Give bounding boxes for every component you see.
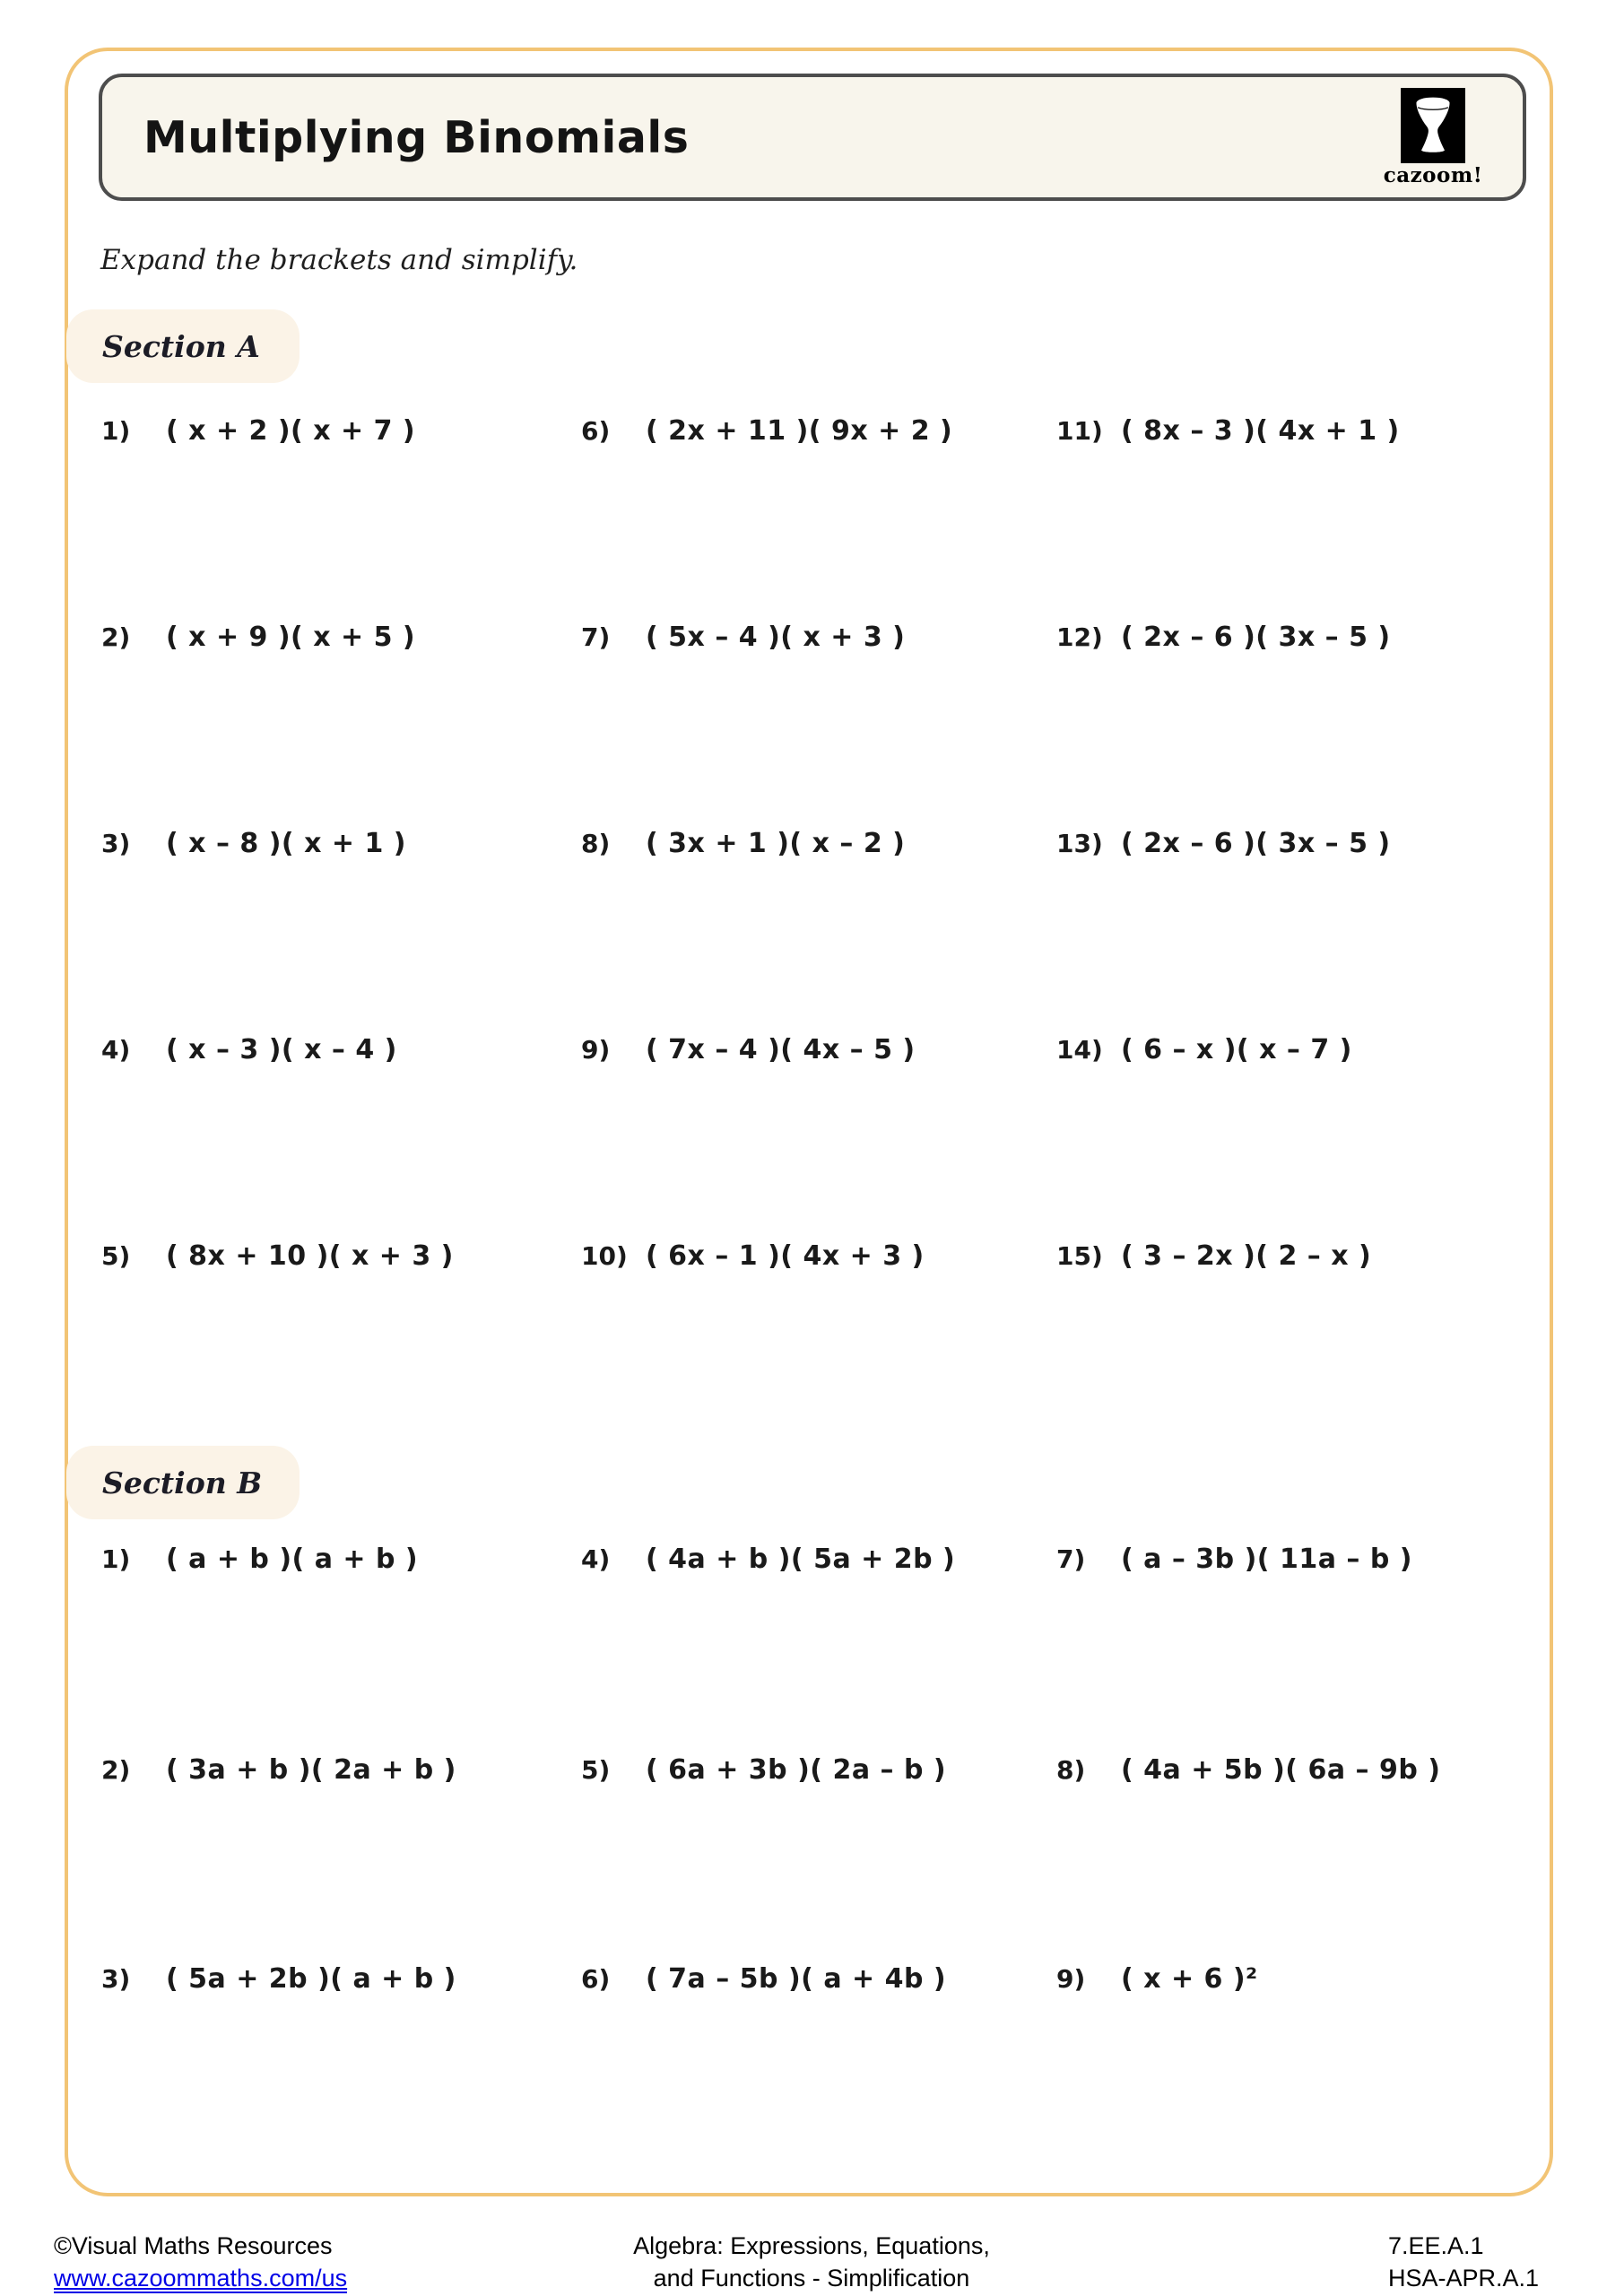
problem-expression: ( a – 3b )( 11a – b ) — [1121, 1543, 1412, 1575]
problem-number: 9) — [1056, 1963, 1086, 1994]
problem-number: 8) — [581, 828, 611, 858]
problem-expression: ( 4a + b )( 5a + 2b ) — [646, 1543, 956, 1575]
problem-b9 — [1056, 1959, 1258, 1998]
section-a-header — [66, 309, 300, 383]
problem-number: 5) — [581, 1754, 611, 1785]
djembe-drum-icon — [1401, 88, 1465, 163]
problem-number: 6) — [581, 415, 611, 446]
footer-attribution — [54, 2230, 347, 2294]
problem-number: 4) — [101, 1034, 131, 1065]
problem-number: 14) — [1056, 1034, 1103, 1065]
problem-expression: ( x – 8 )( x + 1 ) — [166, 827, 406, 859]
problem-b7 — [1056, 1539, 1412, 1578]
logo-brand-text: cazoom! — [1383, 163, 1483, 187]
problem-expression: ( a + b )( a + b ) — [166, 1543, 419, 1575]
problem-a2 — [101, 617, 415, 657]
problem-number: 3) — [101, 1963, 131, 1994]
section-b-header — [66, 1446, 300, 1519]
problem-a9 — [581, 1030, 916, 1069]
problem-number: 5) — [101, 1240, 131, 1271]
problem-number: 2) — [101, 1754, 131, 1785]
problem-number: 8) — [1056, 1754, 1086, 1785]
worksheet-instruction: Expand the brackets and simplify. — [100, 244, 578, 276]
section-a-label: Section A — [102, 328, 260, 364]
problem-expression: ( 7x – 4 )( 4x – 5 ) — [646, 1033, 916, 1065]
problem-number: 15) — [1056, 1240, 1103, 1271]
problem-a13 — [1056, 823, 1391, 863]
title-panel — [99, 74, 1526, 201]
problem-number: 9) — [581, 1034, 611, 1065]
problem-b8 — [1056, 1750, 1440, 1789]
problem-b6 — [581, 1959, 946, 1998]
problem-expression: ( x + 2 )( x + 7 ) — [166, 414, 416, 447]
problem-a4 — [101, 1030, 397, 1069]
problem-expression: ( 3 – 2x )( 2 – x ) — [1121, 1239, 1372, 1272]
topic-line-2: and Functions - Simplification — [653, 2265, 970, 2292]
problem-expression: ( 3a + b )( 2a + b ) — [166, 1753, 456, 1786]
problem-expression: ( 7a – 5b )( a + 4b ) — [646, 1962, 947, 1995]
problem-number: 13) — [1056, 828, 1103, 858]
problem-b4 — [581, 1539, 955, 1578]
copyright-text: ©Visual Maths Resources — [54, 2232, 333, 2259]
problem-number: 6) — [581, 1963, 611, 1994]
problem-expression: ( x + 9 )( x + 5 ) — [166, 621, 416, 653]
page-title: Multiplying Binomials — [143, 111, 690, 163]
problem-b2 — [101, 1750, 456, 1789]
problem-a5 — [101, 1236, 454, 1275]
problem-number: 2) — [101, 622, 131, 652]
problem-b1 — [101, 1539, 418, 1578]
footer-topic — [633, 2230, 990, 2294]
problem-expression: ( 2x + 11 )( 9x + 2 ) — [646, 414, 953, 447]
problem-a3 — [101, 823, 406, 863]
problem-expression: ( 6a + 3b )( 2a – b ) — [646, 1753, 947, 1786]
problem-expression: ( 6x – 1 )( 4x + 3 ) — [646, 1239, 925, 1272]
standard-code-1: 7.EE.A.1 — [1388, 2232, 1484, 2259]
problem-a11 — [1056, 411, 1400, 450]
problem-number: 11) — [1056, 415, 1103, 446]
problem-expression: ( 2x – 6 )( 3x – 5 ) — [1121, 827, 1391, 859]
problem-a14 — [1056, 1030, 1352, 1069]
standard-code-2: HSA-APR.A.1 — [1388, 2265, 1540, 2292]
problem-expression: ( 3x + 1 )( x – 2 ) — [646, 827, 906, 859]
problem-expression: ( 4a + 5b )( 6a – 9b ) — [1121, 1753, 1441, 1786]
problem-number: 12) — [1056, 622, 1103, 652]
problem-expression: ( 8x + 10 )( x + 3 ) — [166, 1239, 454, 1272]
problem-expression: ( x + 6 )² — [1121, 1962, 1258, 1995]
problem-a7 — [581, 617, 905, 657]
problem-expression: ( 5x – 4 )( x + 3 ) — [646, 621, 906, 653]
problem-number: 7) — [581, 622, 611, 652]
problem-expression: ( 5a + 2b )( a + b ) — [166, 1962, 456, 1995]
problem-expression: ( 6 – x )( x – 7 ) — [1121, 1033, 1352, 1065]
problem-a1 — [101, 411, 415, 450]
problem-number: 7) — [1056, 1544, 1086, 1574]
problem-a6 — [581, 411, 952, 450]
footer-standards — [1388, 2230, 1539, 2294]
problem-b3 — [101, 1959, 456, 1998]
website-link[interactable]: www.cazoommaths.com/us — [54, 2265, 348, 2292]
problem-number: 1) — [101, 1544, 131, 1574]
problem-b5 — [581, 1750, 946, 1789]
problem-a10 — [581, 1236, 925, 1275]
topic-line-1: Algebra: Expressions, Equations, — [633, 2232, 990, 2259]
problem-a8 — [581, 823, 905, 863]
problem-number: 1) — [101, 415, 131, 446]
cazoom-logo — [1379, 88, 1487, 187]
problem-a12 — [1056, 617, 1391, 657]
problem-a15 — [1056, 1236, 1371, 1275]
problem-number: 3) — [101, 828, 131, 858]
section-b-label: Section B — [102, 1465, 263, 1500]
problem-number: 4) — [581, 1544, 611, 1574]
problem-number: 10) — [581, 1240, 628, 1271]
problem-expression: ( 8x – 3 )( 4x + 1 ) — [1121, 414, 1400, 447]
problem-expression: ( x – 3 )( x – 4 ) — [166, 1033, 397, 1065]
problem-expression: ( 2x – 6 )( 3x – 5 ) — [1121, 621, 1391, 653]
page-footer — [0, 2224, 1624, 2296]
